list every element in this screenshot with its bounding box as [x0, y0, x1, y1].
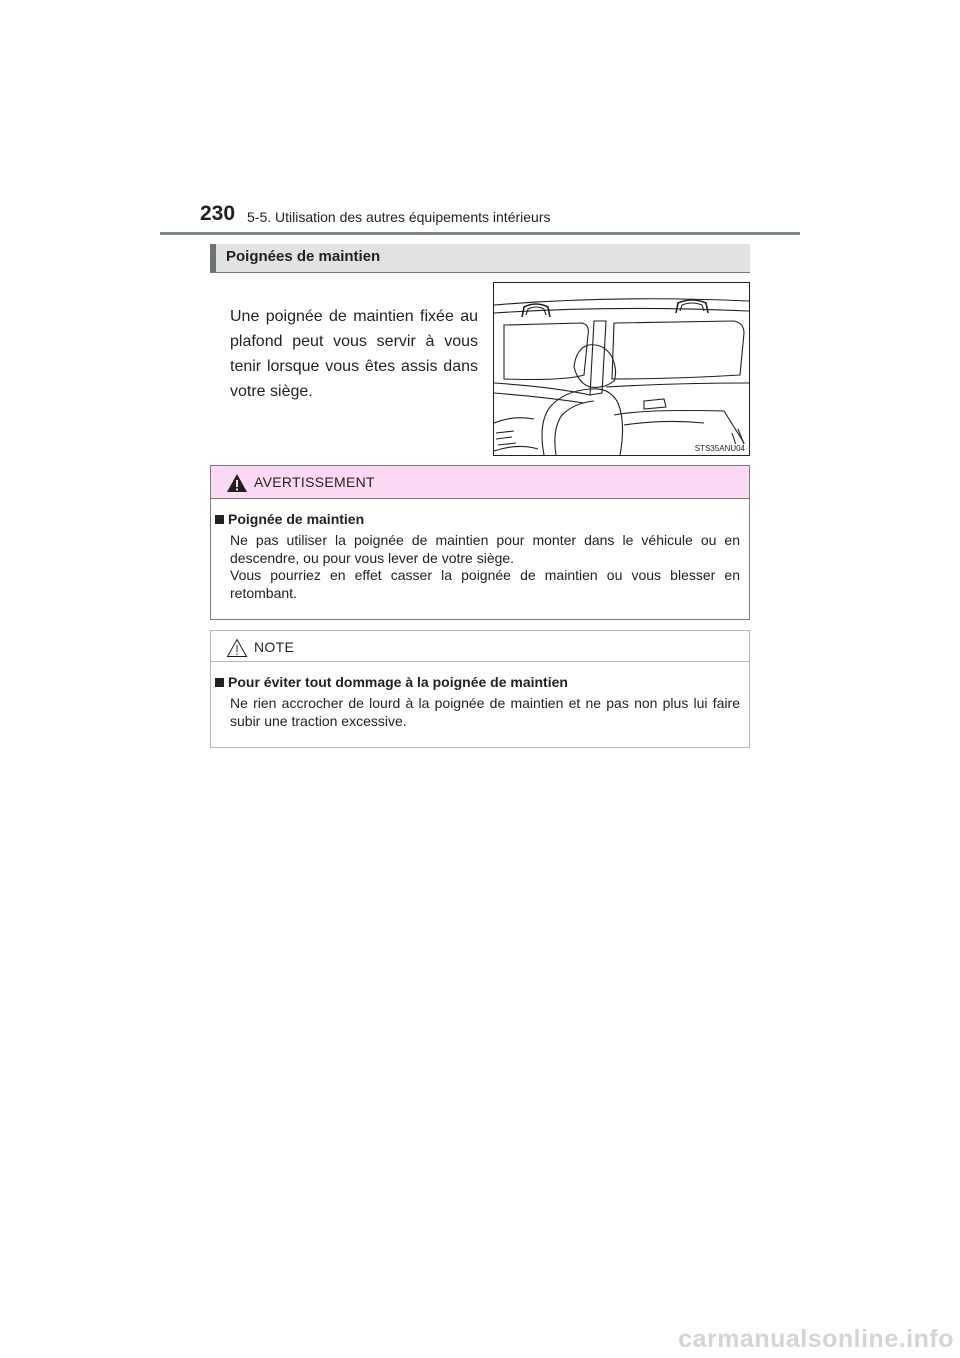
car-interior-drawing: [494, 283, 749, 455]
title-underline: [210, 272, 750, 273]
note-item-title-text: Pour éviter tout dommage à la poignée de maintien: [228, 674, 568, 690]
bullet-square-icon: [215, 678, 224, 687]
note-item-title: [215, 674, 568, 690]
note-label: NOTE: [254, 639, 295, 655]
warning-item-title-text: Poignée de maintien: [228, 511, 365, 527]
header-rule: [160, 232, 800, 235]
warning-header: [211, 466, 749, 499]
warning-paragraph-1: Ne pas utiliser la poignée de maintien pour monter dans le véhicule ou en descendre, ou pour vous lever de votre siège.: [230, 532, 740, 566]
section-title-bar: [210, 244, 750, 272]
warning-box: [210, 465, 750, 620]
page-number: 230: [200, 202, 236, 225]
warning-label: AVERTISSEMENT: [254, 474, 375, 490]
note-paragraph: Ne rien accrocher de lourd à la poignée de maintien et ne pas non plus lui faire subir une traction excessive.: [230, 695, 740, 729]
section-title: Poignées de maintien: [226, 248, 381, 265]
watermark: carmanualsonline.info: [678, 1325, 954, 1353]
grab-handle-illustration: [493, 282, 750, 456]
warning-item-title: [215, 511, 364, 527]
figure-code: STS35ANU04: [694, 444, 745, 453]
warning-triangle-icon: [226, 473, 248, 493]
section-header: 5-5. Utilisation des autres équipements intérieurs: [247, 209, 551, 225]
note-header: [211, 631, 749, 662]
intro-paragraph: Une poignée de maintien fixée au plafond peut vous servir à vous tenir lorsque vous êtes assis dans votre siège.: [230, 308, 478, 400]
caution-outline-icon: [226, 638, 248, 658]
warning-paragraph-2: Vous pourriez en effet casser la poignée de maintien ou vous blesser en retombant.: [230, 567, 740, 601]
bullet-square-icon: [215, 515, 224, 524]
note-box: [210, 630, 750, 748]
